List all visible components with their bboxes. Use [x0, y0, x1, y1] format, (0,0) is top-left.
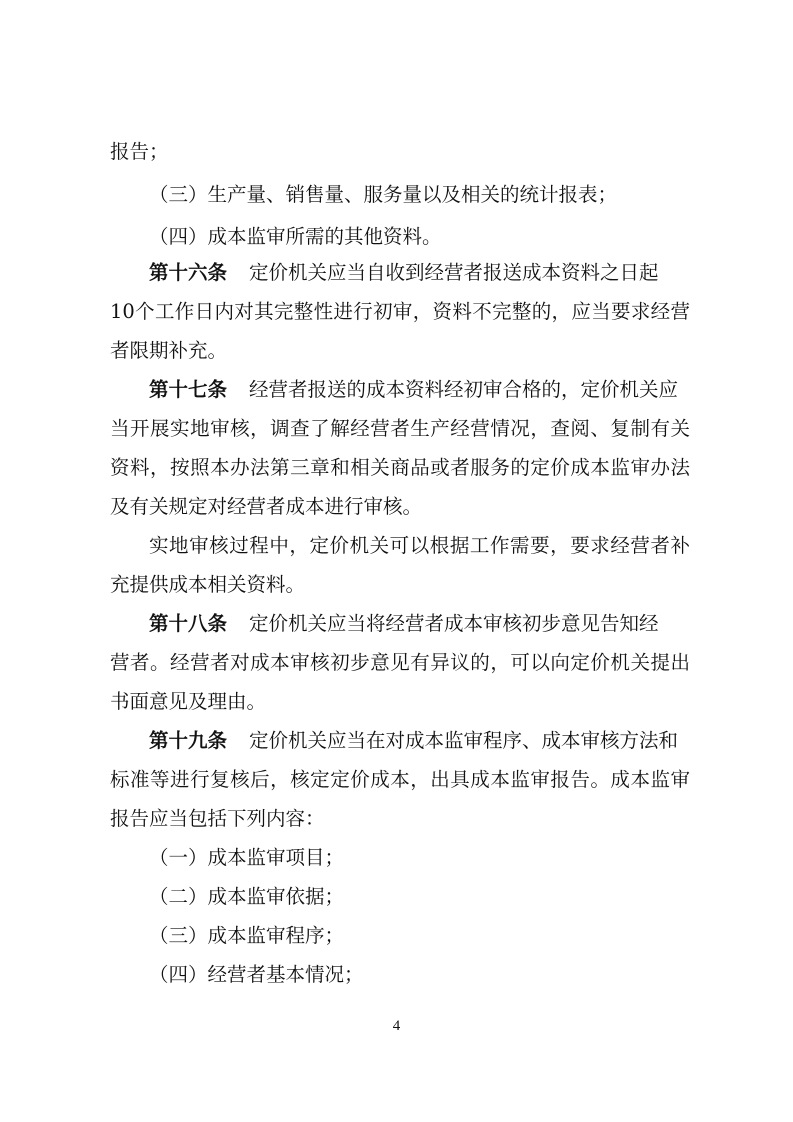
text-line: 当开展实地审核，调查了解经营者生产经营情况，查阅、复制有关: [110, 417, 690, 440]
article-17-text: 经营者报送的成本资料经初审合格的，定价机关应: [249, 378, 679, 401]
text-line: 资料，按照本办法第三章和相关商品或者服务的定价成本监审办法: [110, 456, 690, 479]
article-18-label: 第十八条: [149, 612, 228, 635]
text-line: 者限期补充。: [110, 339, 228, 362]
article-17-first-line: [149, 375, 690, 405]
text-line: 营者。经营者对成本审核初步意见有异议的，可以向定价机关提出: [110, 651, 690, 674]
article-19-first-line: [149, 726, 690, 756]
page-number: 4: [392, 1018, 401, 1034]
text-line: 实地审核过程中，定价机关可以根据工作需要，要求经营者补: [149, 534, 690, 557]
text-line: 标准等进行复核后，核定定价成本，出具成本监审报告。成本监审: [110, 768, 690, 791]
article-19-text: 定价机关应当在对成本监审程序、成本审核方法和: [249, 729, 679, 752]
article-16-text: 定价机关应当自收到经营者报送成本资料之日起: [249, 261, 659, 284]
text-line: 及有关规定对经营者成本进行审核。: [110, 495, 423, 518]
text-line: 报告应当包括下列内容：: [110, 807, 325, 830]
article-17-label: 第十七条: [149, 378, 228, 401]
list-item: （一）成本监审项目；: [149, 846, 345, 869]
list-item: （二）成本监审依据；: [149, 885, 345, 908]
list-item: （三）成本监审程序；: [149, 924, 345, 947]
article-18-first-line: [149, 609, 690, 639]
text-line: 充提供成本相关资料。: [110, 573, 306, 596]
text-line: 10个工作日内对其完整性进行初审，资料不完整的，应当要求经营: [110, 300, 690, 323]
list-item: （四）成本监审所需的其他资料。: [149, 225, 442, 248]
text-line: 书面意见及理由。: [110, 690, 267, 713]
text-line: 报告；: [110, 140, 169, 163]
list-item: （三）生产量、销售量、服务量以及相关的统计报表；: [149, 183, 618, 206]
article-19-label: 第十九条: [149, 729, 228, 752]
article-18-text: 定价机关应当将经营者成本审核初步意见告知经: [249, 612, 659, 635]
article-16-label: 第十六条: [149, 261, 228, 284]
list-item: （四）经营者基本情况；: [149, 963, 364, 986]
article-16-first-line: [149, 258, 690, 288]
